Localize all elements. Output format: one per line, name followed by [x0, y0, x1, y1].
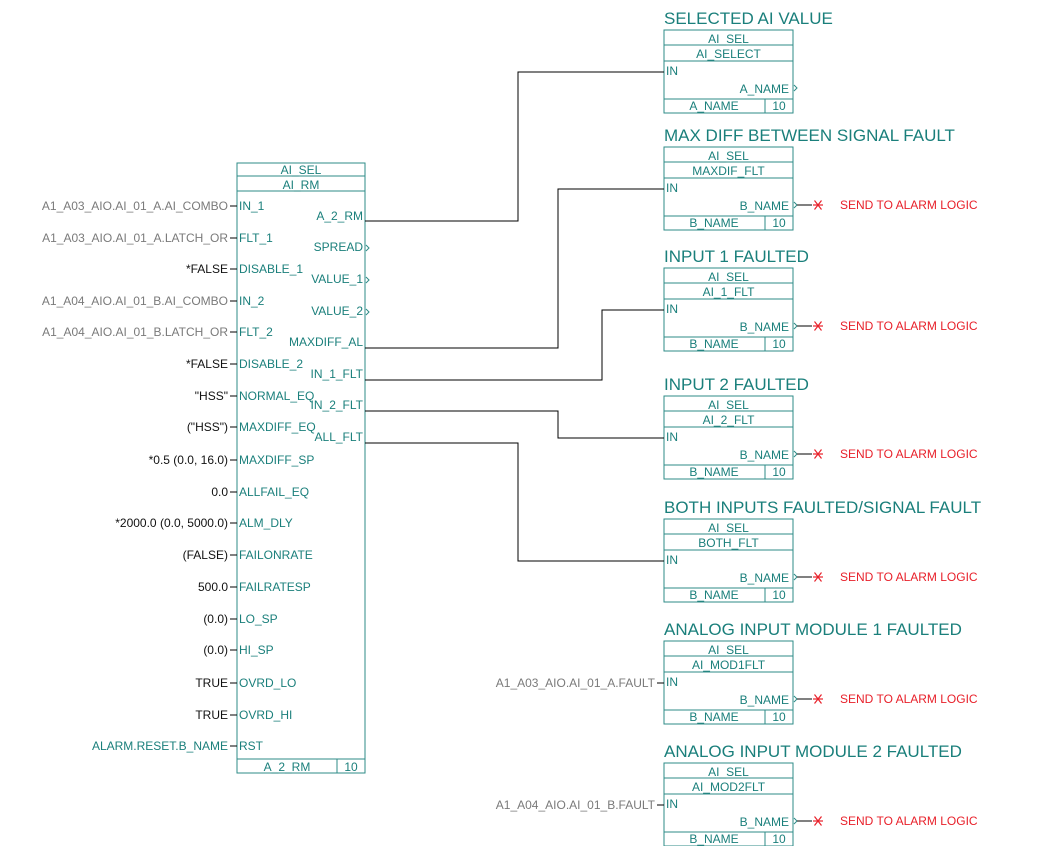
output-pin-marker — [794, 696, 797, 702]
block-input-pin: IN — [666, 302, 678, 316]
block-footer-name: B_NAME — [689, 832, 739, 846]
input-source-maxdiff-eq: ("HSS") — [186, 420, 228, 434]
block-name-maxdif-flt: MAXDIF_FLT — [692, 164, 765, 178]
block-type: AI_SEL — [708, 521, 749, 535]
block-footer-name: B_NAME — [689, 216, 739, 230]
block-type: AI_SEL — [708, 398, 749, 412]
input-source-maxdiff-sp: *0.5 (0.0, 16.0) — [148, 453, 228, 467]
alarm-label: SEND TO ALARM LOGIC — [840, 814, 978, 828]
block-footer-num: 10 — [772, 710, 786, 724]
input-source-ovrd-hi: TRUE — [195, 708, 228, 722]
block-input-pin: IN — [666, 430, 678, 444]
block-name-ai-mod2flt: AI_MOD2FLT — [691, 780, 766, 794]
output-pin-in-1-flt: IN_1_FLT — [310, 367, 363, 381]
input-pin-ovrd-lo: OVRD_LO — [239, 676, 297, 690]
block-footer-name: B_NAME — [689, 465, 739, 479]
block-input-source-ai-mod2flt: A1_A04_AIO.AI_01_B.FAULT — [495, 798, 655, 812]
block-type: AI_SEL — [708, 32, 749, 46]
input-source-hi-sp: (0.0) — [203, 643, 228, 657]
block-input-pin: IN — [666, 181, 678, 195]
wire-all-flt — [365, 443, 664, 561]
block-title-ai-select: SELECTED AI VALUE — [664, 9, 833, 28]
main-block-type: AI_SEL — [280, 163, 322, 177]
block-footer-name: B_NAME — [689, 588, 739, 602]
input-source-lo-sp: (0.0) — [203, 612, 228, 626]
alarm-label: SEND TO ALARM LOGIC — [840, 570, 978, 584]
input-pin-allfail-eq: ALLFAIL_EQ — [239, 485, 310, 499]
output-pin-all-flt: ALL_FLT — [314, 430, 363, 444]
wire-in-1-flt — [365, 310, 664, 380]
main-block-footer-num: 10 — [344, 760, 358, 774]
input-pin-hi-sp: HI_SP — [239, 643, 274, 657]
main-block-name: AI_RM — [282, 178, 320, 192]
block-title-ai-mod2flt: ANALOG INPUT MODULE 2 FAULTED — [664, 742, 962, 761]
block-name-both-flt: BOTH_FLT — [698, 536, 759, 550]
output-pin-value-1: VALUE_1 — [311, 272, 363, 286]
output-pin-maxdiff-al: MAXDIFF_AL — [288, 335, 363, 349]
block-footer-num: 10 — [772, 465, 786, 479]
block-footer-num: 10 — [772, 588, 786, 602]
input-source-alm-dly: *2000.0 (0.0, 5000.0) — [115, 516, 228, 530]
output-pin-marker — [794, 323, 797, 329]
block-input-pin: IN — [666, 675, 678, 689]
block-title-both-flt: BOTH INPUTS FAULTED/SIGNAL FAULT — [664, 498, 982, 517]
output-unconnected-marker — [366, 277, 369, 283]
input-pin-maxdiff-sp: MAXDIFF_SP — [239, 453, 315, 467]
block-type: AI_SEL — [708, 765, 749, 779]
alarm-label: SEND TO ALARM LOGIC — [840, 319, 978, 333]
block-title-ai-1-flt: INPUT 1 FAULTED — [664, 247, 809, 266]
input-source-allfail-eq: 0.0 — [211, 485, 228, 499]
block-footer-name: A_NAME — [689, 99, 739, 113]
main-block-footer-name: A_2_RM — [263, 760, 311, 774]
block-footer-num: 10 — [772, 337, 786, 351]
input-pin-flt-2: FLT_2 — [239, 325, 273, 339]
input-pin-alm-dly: ALM_DLY — [239, 516, 293, 530]
block-input-pin: IN — [666, 553, 678, 567]
block-footer-name: B_NAME — [689, 710, 739, 724]
output-pin-marker — [794, 202, 797, 208]
input-source-normal-eq: "HSS" — [194, 389, 228, 403]
input-source-in-2: A1_A04_AIO.AI_01_B.AI_COMBO — [41, 294, 228, 308]
block-title-ai-mod1flt: ANALOG INPUT MODULE 1 FAULTED — [664, 620, 962, 639]
wire-a-2-rm — [365, 72, 664, 221]
output-pin-a-2-rm: A_2_RM — [316, 209, 363, 223]
block-output-pin: B_NAME — [739, 693, 789, 707]
input-pin-in-2: IN_2 — [239, 294, 265, 308]
output-unconnected-marker — [366, 245, 369, 251]
input-source-rst: ALARM.RESET.B_NAME — [91, 739, 228, 753]
block-input-pin: IN — [666, 64, 678, 78]
alarm-label: SEND TO ALARM LOGIC — [840, 447, 978, 461]
input-pin-ovrd-hi: OVRD_HI — [239, 708, 293, 722]
input-pin-maxdiff-eq: MAXDIFF_EQ — [239, 420, 316, 434]
input-source-flt-2: A1_A04_AIO.AI_01_B.LATCH_OR — [42, 325, 228, 339]
input-pin-lo-sp: LO_SP — [239, 612, 278, 626]
output-pin-spread: SPREAD — [313, 240, 363, 254]
block-name-ai-2-flt: AI_2_FLT — [702, 413, 755, 427]
block-footer-num: 10 — [772, 216, 786, 230]
alarm-label: SEND TO ALARM LOGIC — [840, 198, 978, 212]
input-pin-normal-eq: NORMAL_EQ — [239, 389, 315, 403]
output-pin-value-2: VALUE_2 — [311, 304, 363, 318]
input-pin-rst: RST — [239, 739, 263, 753]
output-pin-marker — [794, 451, 797, 457]
wire-in-2-flt — [365, 411, 664, 438]
block-output-pin: B_NAME — [739, 815, 789, 829]
input-source-disable-1: *FALSE — [185, 262, 228, 276]
block-footer-num: 10 — [772, 99, 786, 113]
block-output-pin: B_NAME — [739, 199, 789, 213]
block-type: AI_SEL — [708, 270, 749, 284]
input-source-disable-2: *FALSE — [185, 357, 228, 371]
block-type: AI_SEL — [708, 149, 749, 163]
block-footer-name: B_NAME — [689, 337, 739, 351]
block-input-source-ai-mod1flt: A1_A03_AIO.AI_01_A.FAULT — [495, 676, 655, 690]
block-output-pin: B_NAME — [739, 320, 789, 334]
output-pin-marker — [794, 818, 797, 824]
output-pin-marker — [794, 85, 797, 91]
input-source-failratesp: 500.0 — [197, 580, 228, 594]
output-unconnected-marker — [366, 309, 369, 315]
block-output-pin: B_NAME — [739, 571, 789, 585]
block-type: AI_SEL — [708, 643, 749, 657]
block-title-maxdif-flt: MAX DIFF BETWEEN SIGNAL FAULT — [664, 126, 955, 145]
input-pin-disable-1: DISABLE_1 — [239, 262, 304, 276]
input-pin-failratesp: FAILRATESP — [239, 580, 311, 594]
input-pin-failonrate: FAILONRATE — [239, 548, 313, 562]
block-name-ai-1-flt: AI_1_FLT — [702, 285, 755, 299]
input-pin-disable-2: DISABLE_2 — [239, 357, 304, 371]
block-title-ai-2-flt: INPUT 2 FAULTED — [664, 375, 809, 394]
block-output-pin: B_NAME — [739, 448, 789, 462]
block-name-ai-select: AI_SELECT — [696, 47, 761, 61]
input-pin-flt-1: FLT_1 — [239, 231, 273, 245]
block-name-ai-mod1flt: AI_MOD1FLT — [691, 658, 766, 672]
input-source-in-1: A1_A03_AIO.AI_01_A.AI_COMBO — [41, 199, 228, 213]
output-pin-marker — [794, 574, 797, 580]
input-pin-in-1: IN_1 — [239, 199, 265, 213]
block-output-pin: A_NAME — [739, 82, 789, 96]
input-source-ovrd-lo: TRUE — [195, 676, 228, 690]
alarm-label: SEND TO ALARM LOGIC — [840, 692, 978, 706]
block-footer-num: 10 — [772, 832, 786, 846]
block-input-pin: IN — [666, 797, 678, 811]
wire-maxdiff-al — [365, 189, 664, 348]
input-source-failonrate: (FALSE) — [182, 548, 228, 562]
output-pin-in-2-flt: IN_2_FLT — [310, 398, 363, 412]
input-source-flt-1: A1_A03_AIO.AI_01_A.LATCH_OR — [42, 231, 228, 245]
